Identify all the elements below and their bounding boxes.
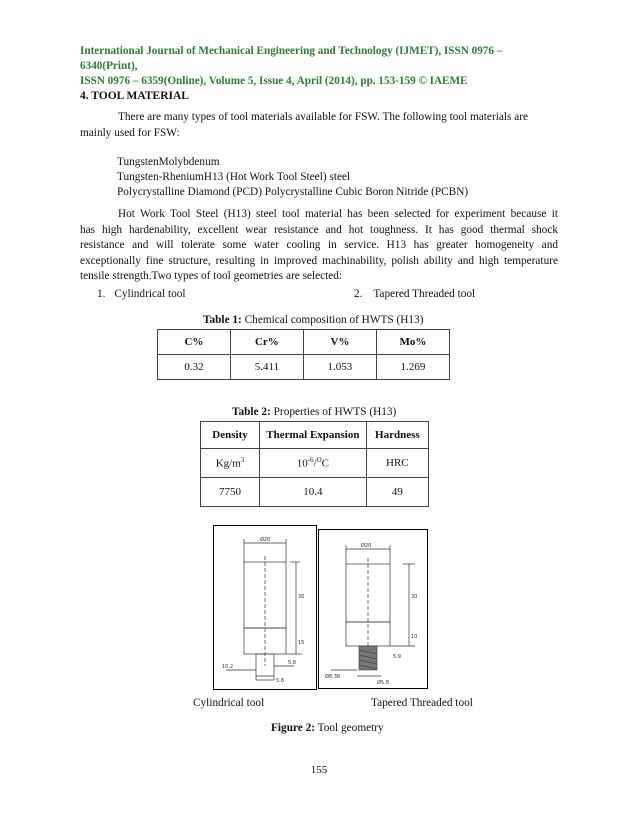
table2-cell-te-unit: $10^{-6}/^OC$ bbox=[260, 449, 367, 478]
figure-caption-label: Figure 2: bbox=[271, 722, 316, 734]
table2 bbox=[200, 421, 429, 507]
journal-header bbox=[80, 44, 560, 89]
body-line1: Hot Work Tool Steel (H13) steel tool material has been selected for experiment because it bbox=[118, 208, 558, 220]
table2-cell: 7750 bbox=[201, 478, 260, 507]
body-paragraph bbox=[80, 207, 558, 285]
table2-cell-hardness-unit: HRC bbox=[366, 449, 428, 478]
table1 bbox=[157, 329, 450, 380]
dim-label: Ø20 bbox=[260, 537, 271, 543]
table2-caption-text: Properties of HWTS (H13) bbox=[270, 406, 397, 418]
table2-header: Hardness bbox=[366, 422, 428, 449]
dim-label: 10.2 bbox=[222, 664, 234, 670]
table1-header: Mo% bbox=[376, 330, 449, 355]
intro-line1: There are many types of tool materials available for FSW. The following tool materials are bbox=[118, 111, 529, 123]
dim-label: Ø5.8 bbox=[377, 680, 389, 686]
table2-caption bbox=[232, 406, 396, 418]
dim-label: 30 bbox=[298, 594, 305, 600]
tapered-threaded-tool-drawing bbox=[318, 529, 428, 689]
geometry-label: Cylindrical tool bbox=[114, 288, 186, 300]
table1-cell: 1.269 bbox=[376, 355, 449, 380]
cylindrical-tool-drawing bbox=[213, 525, 317, 690]
material-item: Tungsten-RheniumH13 (Hot Work Tool Steel) steel bbox=[117, 171, 351, 183]
intro-line2: mainly used for FSW: bbox=[80, 126, 180, 139]
dim-label: Ø20 bbox=[361, 543, 372, 549]
table1-caption bbox=[203, 314, 424, 326]
dim-label: 5.8 bbox=[276, 678, 284, 684]
dim-label: 30 bbox=[411, 594, 418, 600]
material-item: Polycrystalline Diamond (PCD) Polycrystalline Cubic Boron Nitride (PCBN) bbox=[117, 186, 469, 198]
journal-header-line1: International Journal of Mechanical Engineering and Technology (IJMET), ISSN 0976 – 6340(Print), bbox=[80, 45, 503, 72]
material-item: TungstenMolybdenum bbox=[117, 156, 220, 168]
dim-label: 10 bbox=[411, 634, 418, 640]
table2-cell-density-unit: $Kg/m^3$ bbox=[201, 449, 260, 478]
section-title: 4. TOOL MATERIAL bbox=[80, 90, 189, 102]
body-line3: resistance and will tolerate some water cooling in service. H13 has greater homogeneity and bbox=[80, 239, 558, 251]
figure-right-label: Tapered Threaded tool bbox=[371, 697, 473, 709]
geometry-num: 2. bbox=[354, 288, 363, 300]
table2-cell: 10.4 bbox=[260, 478, 367, 507]
dim-label: 5.8 bbox=[288, 660, 296, 666]
journal-header-line2: ISSN 0976 – 6359(Online), Volume 5, Issue 4, April (2014), pp. 153-159 © IAEME bbox=[80, 75, 468, 87]
table1-caption-text: Chemical composition of HWTS (H13) bbox=[241, 314, 424, 326]
table2-caption-label: Table 2: bbox=[232, 406, 271, 418]
table1-cell: 5.411 bbox=[230, 355, 303, 380]
body-line2: has high hardenability, excellent wear resistance and hot toughness. It has good thermal shock bbox=[80, 223, 558, 236]
geometry-item-2 bbox=[354, 288, 475, 300]
threaded-pin bbox=[359, 646, 377, 670]
figure-caption-text: Tool geometry bbox=[315, 722, 384, 734]
table1-caption-label: Table 1: bbox=[203, 314, 242, 326]
dim-label: 5.9 bbox=[393, 654, 401, 660]
table2-cell: 49 bbox=[366, 478, 428, 507]
table1-header: V% bbox=[303, 330, 376, 355]
geometry-num: 1. bbox=[97, 288, 106, 300]
table1-header: C% bbox=[158, 330, 231, 355]
table1-header: Cr% bbox=[230, 330, 303, 355]
figure-left-label: Cylindrical tool bbox=[193, 697, 265, 709]
table1-cell: 0.32 bbox=[158, 355, 231, 380]
dim-label: Ø8.38 bbox=[325, 674, 341, 680]
intro-paragraph bbox=[80, 110, 558, 141]
table1-cell: 1.053 bbox=[303, 355, 376, 380]
figure-caption bbox=[271, 722, 384, 734]
table2-header: Thermal Expansion bbox=[260, 422, 367, 449]
body-line4: exceptionally fine structure, resulting in improved machinability, polish ability and high temperature bbox=[80, 254, 558, 267]
geometry-label: Tapered Threaded tool bbox=[373, 288, 476, 300]
page-number: 155 bbox=[310, 764, 328, 776]
geometry-item-1 bbox=[97, 288, 186, 300]
dim-label: 15 bbox=[298, 640, 305, 646]
table2-header: Density bbox=[201, 422, 260, 449]
body-line5: tensile strength.Two types of tool geometries are selected: bbox=[80, 270, 343, 282]
materials-list bbox=[117, 155, 468, 200]
